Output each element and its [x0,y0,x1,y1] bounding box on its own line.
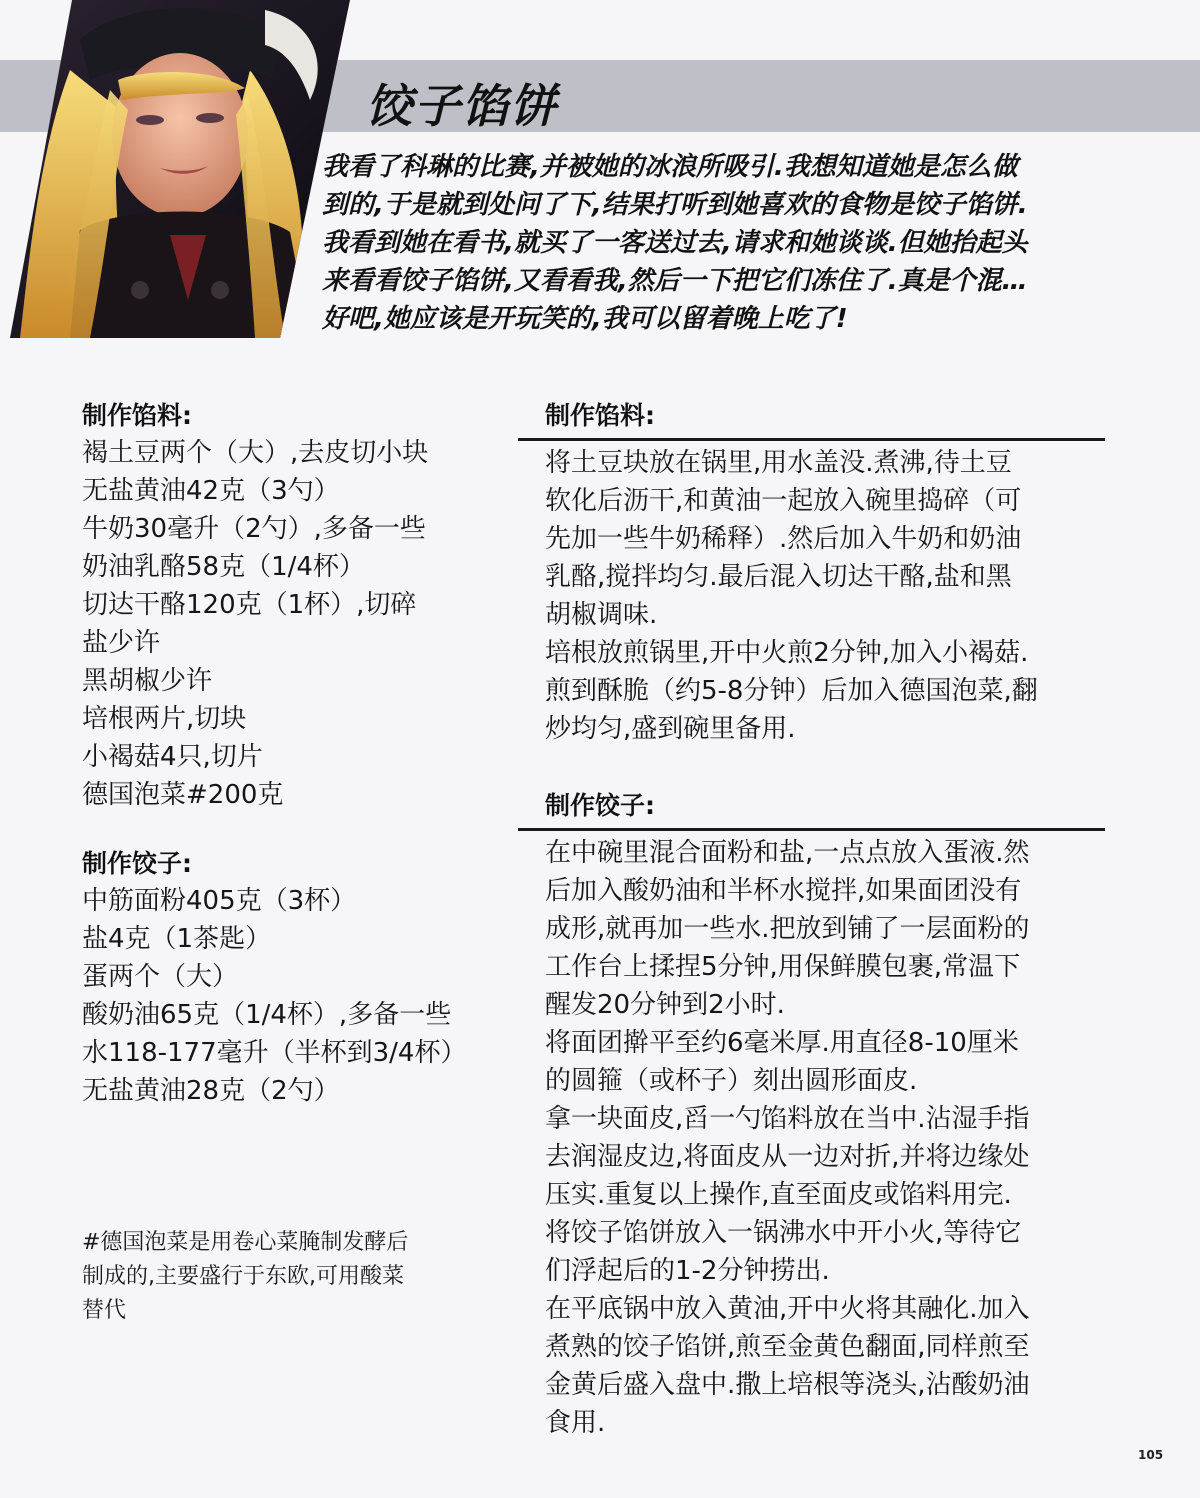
intro-line: 到的,于是就到处问了下,结果打听到她喜欢的食物是饺子馅饼. [322,190,1028,220]
method-dumpling-heading: 制作饺子: [545,791,655,820]
character-portrait [10,0,350,338]
text-line: 压实.重复以上操作,直至面皮或馅料用完. [545,1180,1012,1210]
text-line: 软化后沥干,和黄油一起放入碗里捣碎（可 [545,486,1022,516]
text-line: 去润湿皮边,将面皮从一边对折,并将边缘处 [545,1142,1030,1172]
intro-line: 我看了科琳的比赛,并被她的冰浪所吸引.我想知道她是怎么做 [322,152,1018,182]
text-line: 金黄后盛入盘中.撒上培根等浇头,沾酸奶油 [545,1370,1030,1400]
text-line: 食用. [545,1408,606,1438]
method-column [545,398,1105,1442]
list-item: 酸奶油65克（1/4杯）,多备一些 [82,1000,452,1030]
list-item: 无盐黄油42克（3勺） [82,476,340,506]
list-item: 盐4克（1茶匙） [82,924,272,954]
footnote-line: 替代 [82,1298,127,1323]
text-line: 工作台上揉捏5分钟,用保鲜膜包裹,常温下 [545,952,1021,982]
footnote-line: 制成的,主要盛行于东欧,可用酸菜 [82,1264,404,1289]
text-line: 煮熟的饺子馅饼,煎至金黄色翻面,同样煎至 [545,1332,1030,1362]
page-number: 105 [1138,1448,1164,1462]
footnote-line: #德国泡菜是用卷心菜腌制发酵后 [82,1230,409,1255]
text-line: 先加一些牛奶稀释）.然后加入牛奶和奶油 [545,524,1022,554]
intro-line: 来看看饺子馅饼,又看看我,然后一下把它们冻住了.真是个混… [322,266,1028,296]
intro-paragraph [322,148,1152,338]
list-item: 小褐菇4只,切片 [82,742,263,772]
footnote [82,1226,502,1328]
text-line: 培根放煎锅里,开中火煎2分钟,加入小褐菇. [545,638,1029,668]
text-line: 成形,就再加一些水.把放到铺了一层面粉的 [545,914,1030,944]
list-item: 蛋两个（大） [82,962,239,992]
text-line: 将饺子馅饼放入一锅沸水中开小火,等待它 [545,1218,1022,1248]
list-item: 盐少许 [82,628,161,658]
text-line: 将土豆块放在锅里,用水盖没.煮沸,待土豆 [545,448,1012,478]
portrait-image [10,0,350,338]
section-divider [518,438,1105,441]
text-line: 在平底锅中放入黄油,开中火将其融化.加入 [545,1294,1030,1324]
method-filling-text [545,444,1105,748]
text-line: 们浮起后的1-2分钟捞出. [545,1256,830,1286]
ingredients-dumpling-heading: 制作饺子: [82,849,192,878]
section-divider [518,828,1105,831]
text-line: 后加入酸奶油和半杯水搅拌,如果面团没有 [545,876,1022,906]
text-line: 在中碗里混合面粉和盐,一点点放入蛋液.然 [545,838,1030,868]
method-dumpling-text [545,834,1105,1442]
list-item: 中筋面粉405克（3杯） [82,886,357,916]
text-line: 炒均匀,盛到碗里备用. [545,714,796,744]
list-item: 奶油乳酪58克（1/4杯） [82,552,365,582]
list-item: 培根两片,切块 [82,704,247,734]
text-line: 乳酪,搅拌均匀.最后混入切达干酪,盐和黑 [545,562,1012,592]
list-item: 无盐黄油28克（2勺） [82,1076,340,1106]
text-line: 将面团擀平至约6毫米厚.用直径8-10厘米 [545,1028,1019,1058]
ingredients-dumpling-list [82,882,512,1110]
text-line: 煎到酥脆（约5-8分钟）后加入德国泡菜,翻 [545,676,1038,706]
text-line: 醒发20分钟到2小时. [545,990,785,1020]
text-line: 拿一块面皮,舀一勺馅料放在当中.沾湿手指 [545,1104,1030,1134]
list-item: 黑胡椒少许 [82,666,213,696]
intro-line: 我看到她在看书,就买了一客送过去,请求和她谈谈.但她抬起头 [322,228,1028,258]
ingredients-filling-heading: 制作馅料: [82,401,192,430]
intro-line: 好吧,她应该是开玩笑的,我可以留着晚上吃了! [322,304,848,334]
page-title: 饺子馅饼 [366,79,558,133]
text-line: 的圆箍（或杯子）刻出圆形面皮. [545,1066,918,1096]
list-item: 切达干酪120克（1杯）,切碎 [82,590,417,620]
list-item: 德国泡菜#200克 [82,780,284,810]
ingredients-column [82,398,512,1110]
list-item: 水118-177毫升（半杯到3/4杯） [82,1038,467,1068]
method-filling-heading: 制作馅料: [545,401,655,430]
text-line: 胡椒调味. [545,600,658,630]
ingredients-filling-list [82,434,512,814]
list-item: 牛奶30毫升（2勺）,多备一些 [82,514,426,544]
list-item: 褐土豆两个（大）,去皮切小块 [82,438,429,468]
